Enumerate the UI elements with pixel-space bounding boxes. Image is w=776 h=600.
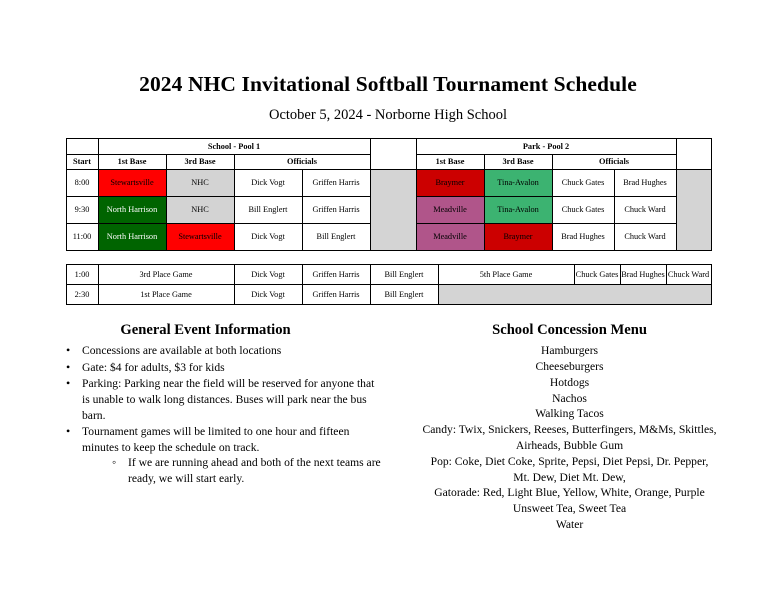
corner-blank (66, 139, 98, 155)
cell-left-official-2: Griffen Harris (302, 265, 370, 285)
schedule-table-wrapper (66, 138, 711, 251)
page-title: 2024 NHC Invitational Softball Tournament Schedule (139, 72, 637, 96)
concession-menu-section (389, 321, 750, 532)
cell-left-game-label: 3rd Place Game (98, 265, 234, 285)
cell-pool2-official-1: Chuck Gates (552, 170, 614, 197)
cell-right-official-3: Chuck Ward (666, 265, 711, 285)
cell-pool1-official-2: Bill Englert (302, 224, 370, 251)
cell-left-official-3: Bill Englert (370, 265, 438, 285)
cell-pool2-official-1: Chuck Gates (552, 197, 614, 224)
table-gap (0, 251, 776, 264)
header-pool1-first-base: 1st Base (98, 155, 166, 170)
table-row (66, 170, 711, 197)
header-pool1-third-base: 3rd Base (166, 155, 234, 170)
cell-pool2-official-1: Brad Hughes (552, 224, 614, 251)
cell-pool2-first-base-team: Braymer (416, 170, 484, 197)
cell-pool2-third-base-team: Tina-Avalon (484, 197, 552, 224)
pool2-header: Park - Pool 2 (416, 139, 676, 155)
placement-table (66, 264, 712, 305)
table-row (66, 285, 711, 305)
list-item: • Concessions are available at both locations (66, 343, 381, 359)
header-pool2-first-base: 1st Base (416, 155, 484, 170)
concession-menu-title: School Concession Menu (492, 322, 647, 339)
bottom-sections (0, 321, 776, 532)
cell-pool1-official-1: Dick Vogt (234, 170, 302, 197)
menu-item: Airheads, Bubble Gum (515, 439, 624, 453)
cell-pool1-official-2: Griffen Harris (302, 170, 370, 197)
pool-divider-blank-2 (370, 155, 416, 170)
column-header-row (66, 155, 711, 170)
cell-right-official-1: Chuck Gates (574, 265, 620, 285)
menu-item: Nachos (552, 391, 587, 405)
cell-pool1-official-2: Griffen Harris (302, 197, 370, 224)
page-subtitle: October 5, 2024 - Norborne High School (269, 106, 507, 123)
cell-pool1-official-1: Dick Vogt (234, 224, 302, 251)
list-item: • Gate: $4 for adults, $3 for kids (66, 360, 381, 376)
menu-item: Candy: Twix, Snickers, Reeses, Butterfingers, M&Ms, Skittles, (422, 423, 717, 437)
cell-start-time: 9:30 (66, 197, 98, 224)
cell-left-official-3: Bill Englert (370, 285, 438, 305)
schedule-body (66, 170, 711, 251)
sub-list-item: ◦ If we are running ahead and both of the next teams are ready, we will start early. (112, 455, 381, 486)
general-info-title: General Event Information (120, 322, 291, 339)
cell-pool2-official-2: Chuck Ward (614, 224, 676, 251)
pool1-header: School - Pool 1 (98, 139, 370, 155)
header-pool1-officials: Officials (234, 155, 370, 170)
menu-item: Pop: Coke, Diet Coke, Sprite, Pepsi, Diet Pepsi, Dr. Pepper, (430, 454, 709, 468)
cell-start-time: 8:00 (66, 170, 98, 197)
cell-pool1-first-base-team: North Harrison (98, 224, 166, 251)
cell-left-official-1: Dick Vogt (234, 265, 302, 285)
cell-pool2-first-base-team: Meadville (416, 197, 484, 224)
pool-divider-blank (370, 139, 416, 155)
right-edge-blank (676, 139, 711, 155)
cell-pool1-official-1: Bill Englert (234, 197, 302, 224)
cell-pool1-third-base-team: Stewartsville (166, 224, 234, 251)
general-info-section (30, 321, 381, 532)
menu-item: Gatorade: Red, Light Blue, Yellow, White, Orange, Purple (434, 486, 705, 500)
menu-item: Walking Tacos (535, 407, 604, 421)
cell-start-time: 1:00 (66, 265, 98, 285)
placement-body (66, 265, 711, 305)
title-block (0, 0, 776, 124)
cell-pool1-first-base-team: North Harrison (98, 197, 166, 224)
cell-pool2-official-2: Brad Hughes (614, 170, 676, 197)
cell-pool2-official-2: Chuck Ward (614, 197, 676, 224)
cell-start-time: 11:00 (66, 224, 98, 251)
list-item: • Parking: Parking near the field will be reserved for anyone that is unable to walk long distances. Buses will park near the bus barn. (66, 376, 381, 423)
header-pool2-officials: Officials (552, 155, 676, 170)
cell-pool2-third-base-team: Braymer (484, 224, 552, 251)
general-info-sublist (82, 455, 381, 486)
menu-item: Cheeseburgers (535, 360, 604, 374)
right-edge-blank-2 (676, 155, 711, 170)
cell-right-edge-spacer (676, 170, 711, 251)
header-start: Start (66, 155, 98, 170)
cell-start-time: 2:30 (66, 285, 98, 305)
menu-item: Hotdogs (549, 375, 590, 389)
cell-pool2-first-base-team: Meadville (416, 224, 484, 251)
cell-pool2-third-base-team: Tina-Avalon (484, 170, 552, 197)
table-row (66, 265, 711, 285)
menu-item: Water (555, 517, 584, 531)
cell-left-game-label: 1st Place Game (98, 285, 234, 305)
cell-pool-divider-spacer (370, 170, 416, 251)
cell-pool1-third-base-team: NHC (166, 197, 234, 224)
pool-header-row (66, 139, 711, 155)
placement-table-wrapper (66, 264, 711, 305)
cell-pool1-third-base-team: NHC (166, 170, 234, 197)
menu-item: Unsweet Tea, Sweet Tea (512, 502, 627, 516)
cell-right-official-2: Brad Hughes (620, 265, 666, 285)
menu-item: Hamburgers (540, 344, 599, 358)
cell-left-official-1: Dick Vogt (234, 285, 302, 305)
pool-schedule-table (66, 138, 712, 251)
schedule-head (66, 139, 711, 170)
list-item: • Tournament games will be limited to one hour and fifteen minutes to keep the schedule on track. ◦ If we are running ahead and both of the next teams are ready, we will start early. (66, 424, 381, 486)
menu-item: Mt. Dew, Diet Mt. Dew, (513, 470, 626, 484)
header-pool2-third-base: 3rd Base (484, 155, 552, 170)
general-info-list (30, 343, 381, 486)
cell-right-game-label: 5th Place Game (438, 265, 574, 285)
cell-left-official-2: Griffen Harris (302, 285, 370, 305)
cell-pool1-first-base-team: Stewartsville (98, 170, 166, 197)
concession-menu-list (389, 343, 750, 532)
cell-right-empty-spacer (438, 285, 711, 305)
